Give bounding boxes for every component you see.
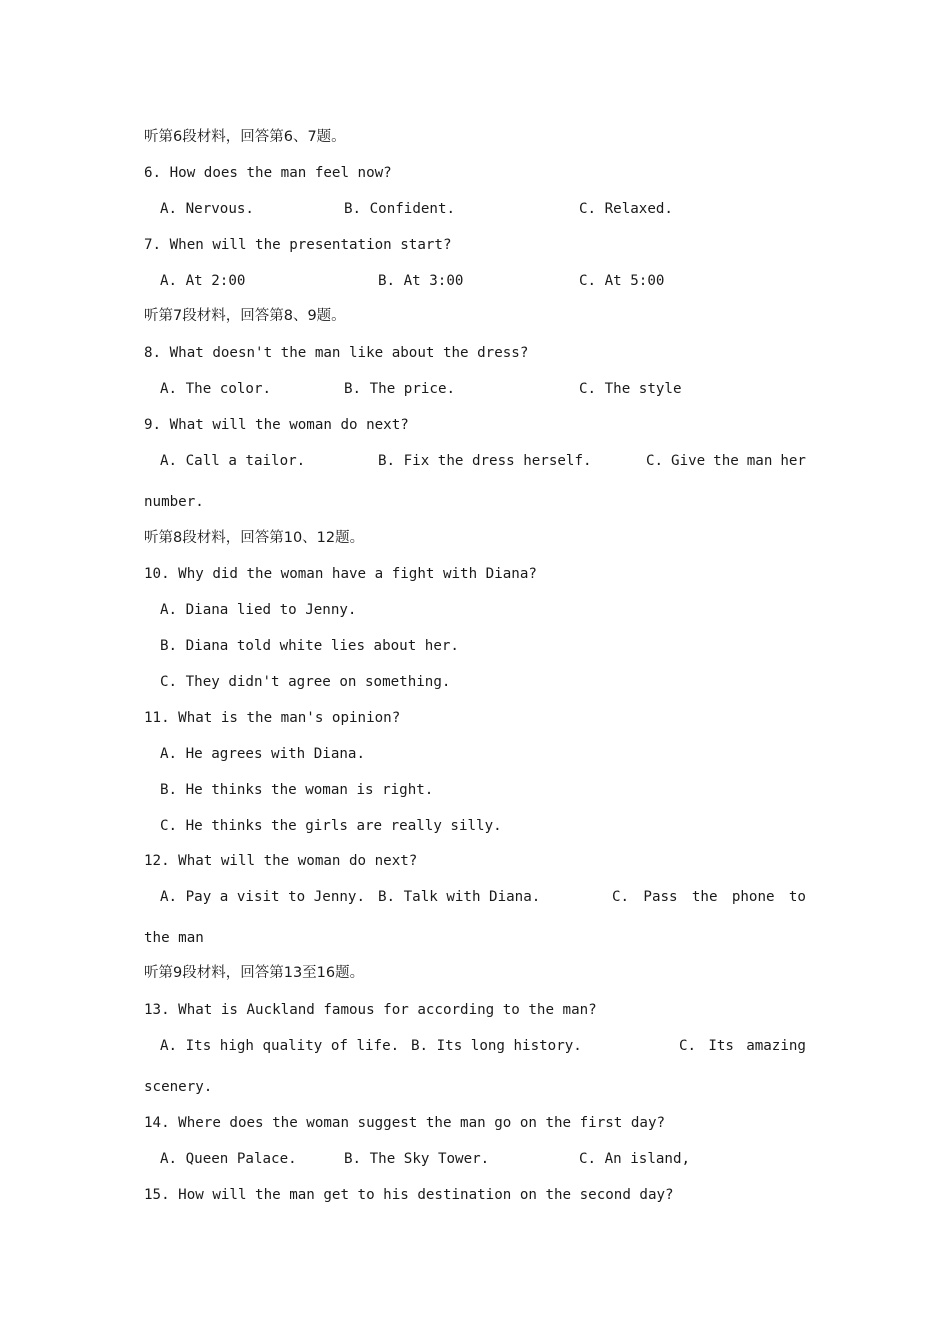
option-b: B. He thinks the woman is right. [160, 782, 434, 798]
option-c: C. He thinks the girls are really silly. [160, 818, 502, 834]
option-c [612, 887, 806, 907]
option-a: A. Queen Palace. [160, 1151, 297, 1167]
section-heading: 听第7段材料，回答第8、9题。 [144, 308, 346, 324]
option-b: B. Confident. [344, 201, 456, 217]
option-c-word: man [746, 453, 773, 469]
option-a: A. Nervous. [160, 201, 254, 217]
option-c-continuation: the man [144, 930, 204, 946]
question-stem: 14. Where does the woman suggest the man go on the first day? [144, 1115, 666, 1131]
option-a: A. Its high quality of life. [160, 1038, 400, 1054]
option-c-word: C. [612, 889, 630, 905]
option-c-continuation: number. [144, 494, 204, 510]
option-c: C. They didn't agree on something. [160, 674, 451, 690]
section-heading: 听第6段材料，回答第6、7题。 [144, 129, 346, 145]
option-a: A. Diana lied to Jenny. [160, 602, 357, 618]
option-c-word: amazing [746, 1038, 806, 1054]
option-c [679, 1036, 806, 1056]
option-b: B. The price. [344, 381, 456, 397]
option-c-word: Give [671, 453, 706, 469]
question-stem: 6. How does the man feel now? [144, 165, 392, 181]
option-b: B. The Sky Tower. [344, 1151, 490, 1167]
option-b: B. Its long history. [411, 1038, 582, 1054]
question-stem: 10. Why did the woman have a fight with Diana? [144, 566, 537, 582]
option-a: A. He agrees with Diana. [160, 746, 365, 762]
option-c-word: to [788, 889, 806, 905]
question-stem: 7. When will the presentation start? [144, 237, 452, 253]
section-heading: 听第9段材料，回答第13至16题。 [144, 965, 365, 981]
question-stem: 9. What will the woman do next? [144, 417, 409, 433]
option-c-word: her [780, 453, 806, 469]
option-c-word: Its [708, 1038, 734, 1054]
question-stem: 8. What doesn't the man like about the dress? [144, 345, 529, 361]
option-a: A. Pay a visit to Jenny. [160, 889, 365, 905]
option-c-word: C. [679, 1038, 697, 1054]
option-c-word: Pass [643, 889, 678, 905]
question-stem: 11. What is the man's opinion? [144, 710, 401, 726]
option-c: C. At 5:00 [579, 273, 665, 289]
option-c-word: C. [646, 453, 664, 469]
option-c [646, 451, 806, 471]
option-c: C. An island, [579, 1151, 691, 1167]
option-b: B. Diana told white lies about her. [160, 638, 459, 654]
option-c-continuation: scenery. [144, 1079, 213, 1095]
option-a: A. The color. [160, 381, 272, 397]
option-a: A. Call a tailor. [160, 453, 306, 469]
option-c: C. The style [579, 381, 682, 397]
option-c-word: the [713, 453, 739, 469]
question-stem: 12. What will the woman do next? [144, 853, 418, 869]
question-stem: 15. How will the man get to his destination on the second day? [144, 1187, 674, 1203]
option-c: C. Relaxed. [579, 201, 673, 217]
option-b: B. Fix the dress herself. [378, 453, 592, 469]
option-c-word: phone [731, 889, 775, 905]
option-b: B. At 3:00 [378, 273, 464, 289]
option-b: B. Talk with Diana. [378, 889, 541, 905]
option-c-word: the [691, 889, 718, 905]
question-stem: 13. What is Auckland famous for according to the man? [144, 1002, 597, 1018]
option-a: A. At 2:00 [160, 273, 246, 289]
section-heading: 听第8段材料，回答第10、12题。 [144, 530, 365, 546]
